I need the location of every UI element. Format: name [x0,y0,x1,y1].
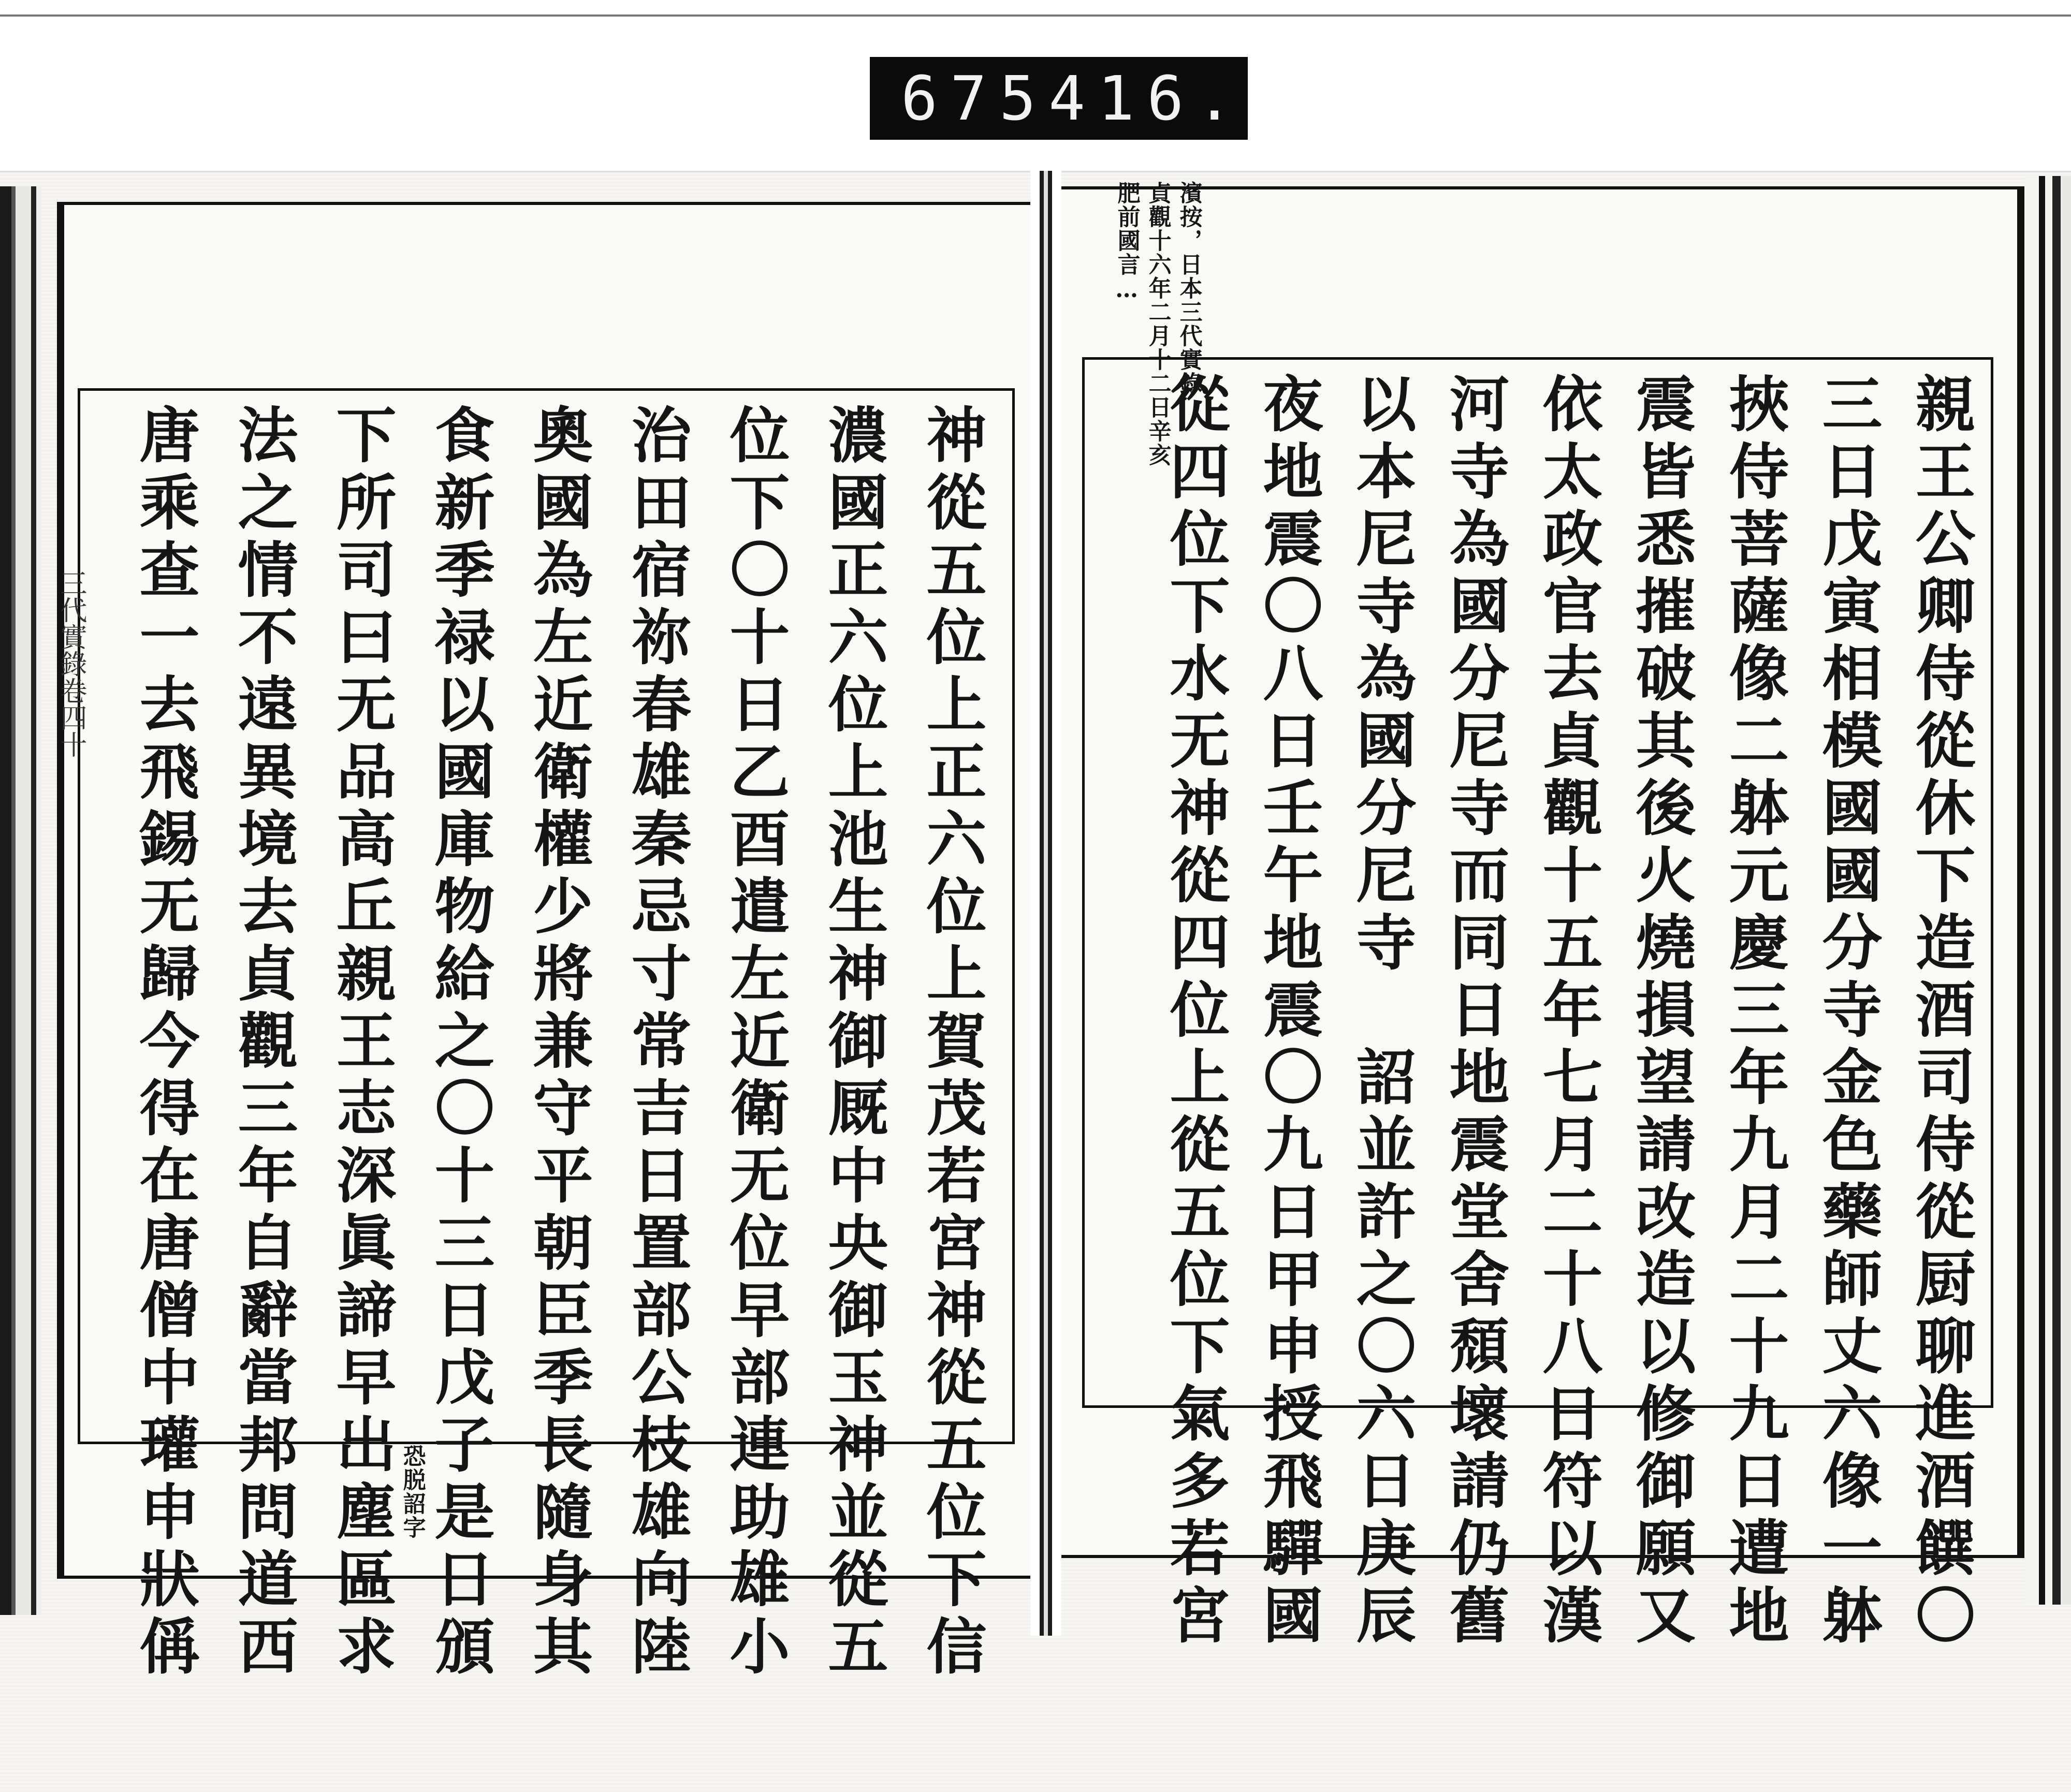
stamp-reel-number: 675 [901,63,1049,134]
book-edge-title: 三代實錄卷四十 [55,569,86,758]
left-column-8: 法之情不遠異境去貞觀三年自辭當邦問道西 [228,404,298,1682]
right-column-9: 從四位下水无神從四位上從五位下氣多若宮 [1160,373,1230,1651]
top-rule [0,14,2071,17]
left-margin-note: 恐脱詔字 [399,1444,426,1539]
right-column-3: 挾侍菩薩像二躰元慶三年九月二十九日遭地 [1719,373,1789,1651]
left-column-4: 治田宿祢春雄秦忌寸常吉日置部公枝雄向陸 [621,404,692,1682]
right-book-edge [2024,176,2071,1605]
right-column-8: 夜地震〇八日壬午地震〇九日甲申授飛驒國 [1253,373,1323,1651]
right-column-2: 三日戊寅相模國國分寺金色藥師丈六像一躰 [1812,373,1883,1651]
right-column-5: 依太政官去貞觀十五年七月二十八日符以漢 [1533,373,1603,1651]
left-column-3: 位下〇十日乙酉遣左近衛无位早部連助雄小 [720,404,790,1682]
left-book-edge [0,186,41,1615]
right-column-1: 親王公卿侍從休下造酒司侍從厨聊進酒饌〇 [1905,373,1976,1651]
left-column-7: 下所司曰无品高丘親王志深眞諦早出塵區求 [326,404,397,1682]
book-gutter [1030,171,1061,1636]
right-column-7: 以本尼寺為國分尼寺 詔並許之〇六日庚辰 [1346,373,1417,1651]
right-header-note-line-3: 肥前國言… [1113,181,1140,304]
left-column-9: 唐乘查一去飛錫无歸今得在唐僧中瓘申狀偁 [129,404,200,1682]
right-column-4: 震皆悉摧破其後火燒損望請改造以修御願又 [1626,373,1696,1651]
right-header-note-line-2: 貞觀十六年二月十二日辛亥 [1144,181,1171,467]
left-column-6: 食新季禄以國庫物給之〇十三日戊子是日頒 [425,404,495,1682]
right-column-6: 河寺為國分尼寺而同日地震堂舍頹壞請仍舊 [1439,373,1510,1651]
stamp-frame-number: 416. [1048,63,1246,134]
right-header-note-line-1: 濱按，日本三代實錄 [1175,181,1202,395]
reel-frame-stamp [870,57,1248,140]
left-column-5: 奧國為左近衛權少將兼守平朝臣季長隨身其 [523,404,593,1682]
left-column-1: 神從五位上正六位上賀茂若宮神從五位下信 [916,404,987,1682]
left-column-2: 濃國正六位上池生神御厩中央御玉神並從五 [818,404,888,1682]
